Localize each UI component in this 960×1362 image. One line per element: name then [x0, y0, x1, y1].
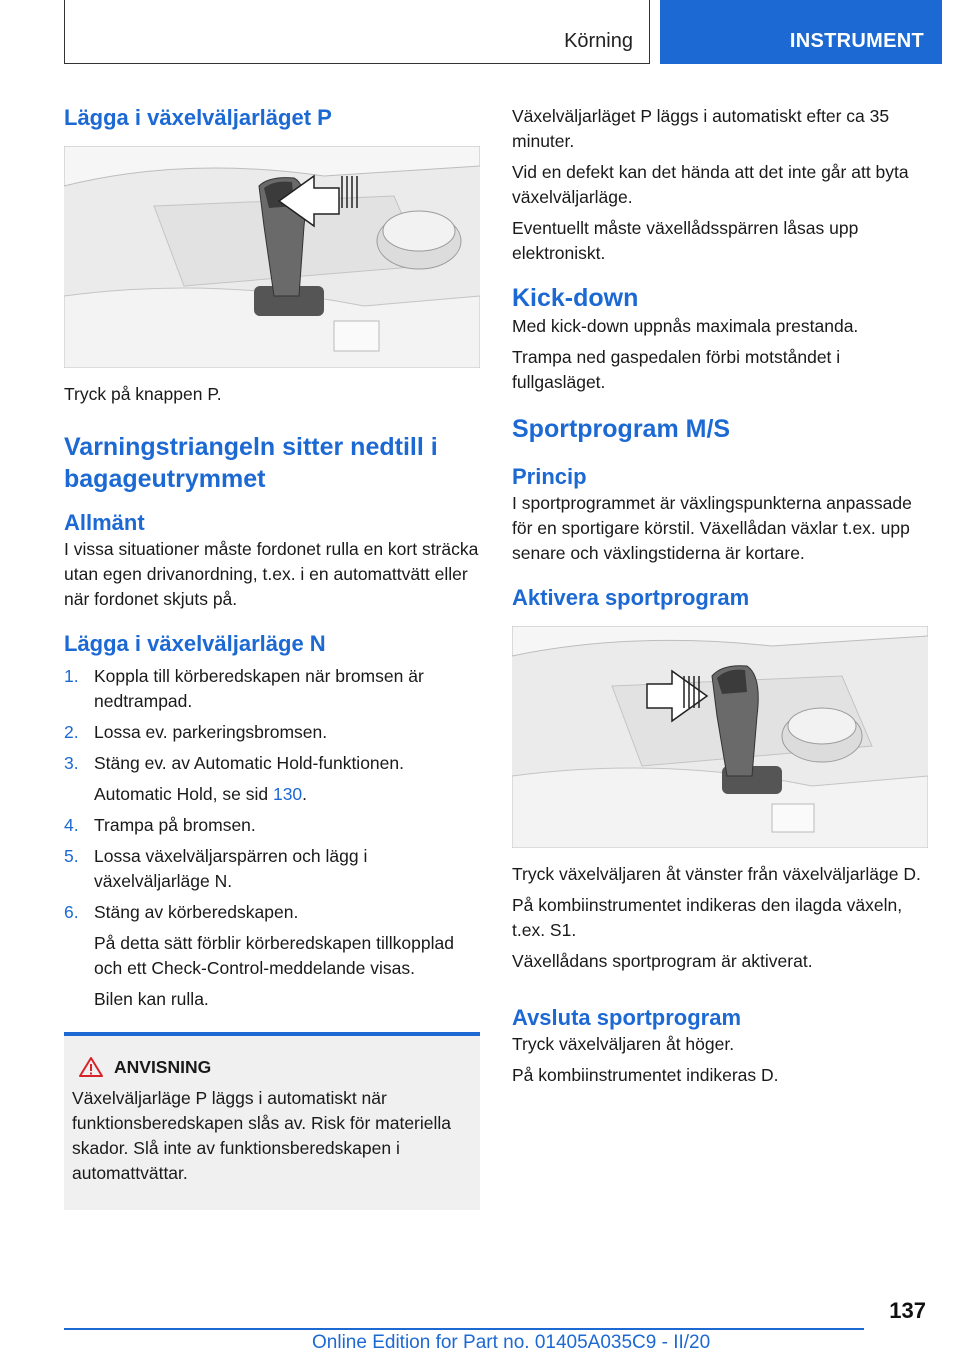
unlock-text: Eventuellt måste växellådsspärren låsas upp elektroniskt. [512, 218, 859, 263]
end-text-1: Tryck växelväljaren åt höger. [512, 1034, 735, 1054]
step-number: 6. [64, 902, 79, 922]
kickdown-text-1: Med kick-down uppnås maximala prestanda. [512, 316, 859, 336]
list-item [64, 900, 480, 925]
header-chapter-tab[interactable] [660, 0, 942, 64]
gear-selector-p-photo [64, 146, 480, 368]
activate-sport-heading: Aktivera sportprogram [512, 585, 750, 610]
end-text-2: På kombiinstrumentet indikeras D. [512, 1065, 779, 1085]
notice-title: ANVISNING [114, 1056, 212, 1077]
defect-text: Vid en defekt kan det hända att det inte går att byta växelväljarläge. [512, 162, 909, 207]
general-text: I vissa situationer måste fordonet rulla en kort sträcka utan egen drivanordning, t.ex. i en automattvätt eller när fordonet skjuts på. [64, 539, 479, 609]
n-position-steps [64, 664, 480, 776]
activate-text-2: På kombiinstrumentet indikeras den ilagda växeln, t.ex. S1. [512, 895, 903, 940]
p-position-caption: Tryck på knappen P. [64, 384, 222, 404]
step-text: Stäng av körberedskapen. [94, 902, 299, 922]
notice-box [64, 1032, 480, 1210]
left-column [64, 104, 480, 1210]
step6-note-2: Bilen kan rulla. [94, 989, 209, 1009]
header-chapter-label: INSTRUMENT [789, 30, 924, 52]
auto-p-text: Växelväljarläget P läggs i automatiskt efter ca 35 minuter. [512, 106, 890, 151]
list-item [64, 813, 480, 838]
activate-text-3: Växellådans sportprogram är aktiverat. [512, 951, 813, 971]
step-text: Stäng ev. av Automatic Hold-funktionen. [94, 753, 404, 773]
list-item [64, 844, 480, 894]
note-text: Automatic Hold, se sid [94, 784, 273, 804]
step-number: 1. [64, 666, 79, 686]
right-column [512, 104, 928, 1088]
footer-edition: Online Edition for Part no. 01405A035C9 - II/20 [312, 1332, 711, 1353]
list-item [64, 664, 480, 714]
n-position-heading: Lägga i växelväljarläge N [64, 631, 326, 656]
principle-text: I sportprogrammet är växlingspunkterna anpassade för en sportigare körstil. Växellådan växlar t.ex. upp senare och växlingstiderna är kortare. [512, 493, 912, 563]
notice-header [72, 1056, 472, 1078]
warning-triangle-icon [78, 1056, 104, 1078]
gear-selector-sport-photo [512, 626, 928, 848]
step-number: 2. [64, 722, 79, 742]
footer-divider [64, 1328, 864, 1330]
step6-note-1: På detta sätt förblir körberedskapen tillkopplad och ett Check-Control-meddelande visas. [94, 933, 454, 978]
sport-program-heading: Sportprogram M/S [512, 415, 731, 443]
step-number: 5. [64, 846, 79, 866]
header-section-label: Körning [564, 30, 633, 52]
header-section-tab [64, 0, 650, 64]
step-text: Koppla till körberedskapen när bromsen är nedtrampad. [94, 666, 424, 711]
list-item [64, 751, 480, 776]
note-suffix: . [302, 784, 308, 804]
kickdown-text-2: Trampa ned gaspedalen förbi motståndet i fullgasläget. [512, 347, 841, 392]
warning-triangle-title: Varningstriangeln sitter nedtill i bagageutrymmet [64, 433, 438, 493]
step-text: Lossa växelväljarspärren och lägg i växelväljarläge N. [94, 846, 368, 891]
notice-text: Växelväljarläge P läggs i automatiskt när funktionsberedskapen slås av. Risk för materiella skador. Slå inte av funktionsberedskapen i automattvättar. [72, 1088, 452, 1183]
page-reference-link[interactable]: 130 [272, 784, 303, 804]
activate-text-1: Tryck växelväljaren åt vänster från växelväljarläge D. [512, 864, 921, 884]
step-number: 4. [64, 815, 79, 835]
step-text: Trampa på bromsen. [94, 815, 256, 835]
p-position-heading: Lägga i växelväljarläget P [64, 105, 332, 130]
general-heading: Allmänt [64, 510, 145, 535]
n-position-steps-continued [64, 813, 480, 925]
end-sport-heading: Avsluta sportprogram [512, 1005, 742, 1030]
step-number: 3. [64, 753, 79, 773]
list-item [64, 720, 480, 745]
step-text: Lossa ev. parkeringsbromsen. [94, 722, 328, 742]
kickdown-heading: Kick-down [512, 284, 639, 312]
principle-heading: Princip [512, 464, 587, 489]
automatic-hold-note [64, 782, 480, 807]
page-number: 137 [889, 1298, 926, 1323]
